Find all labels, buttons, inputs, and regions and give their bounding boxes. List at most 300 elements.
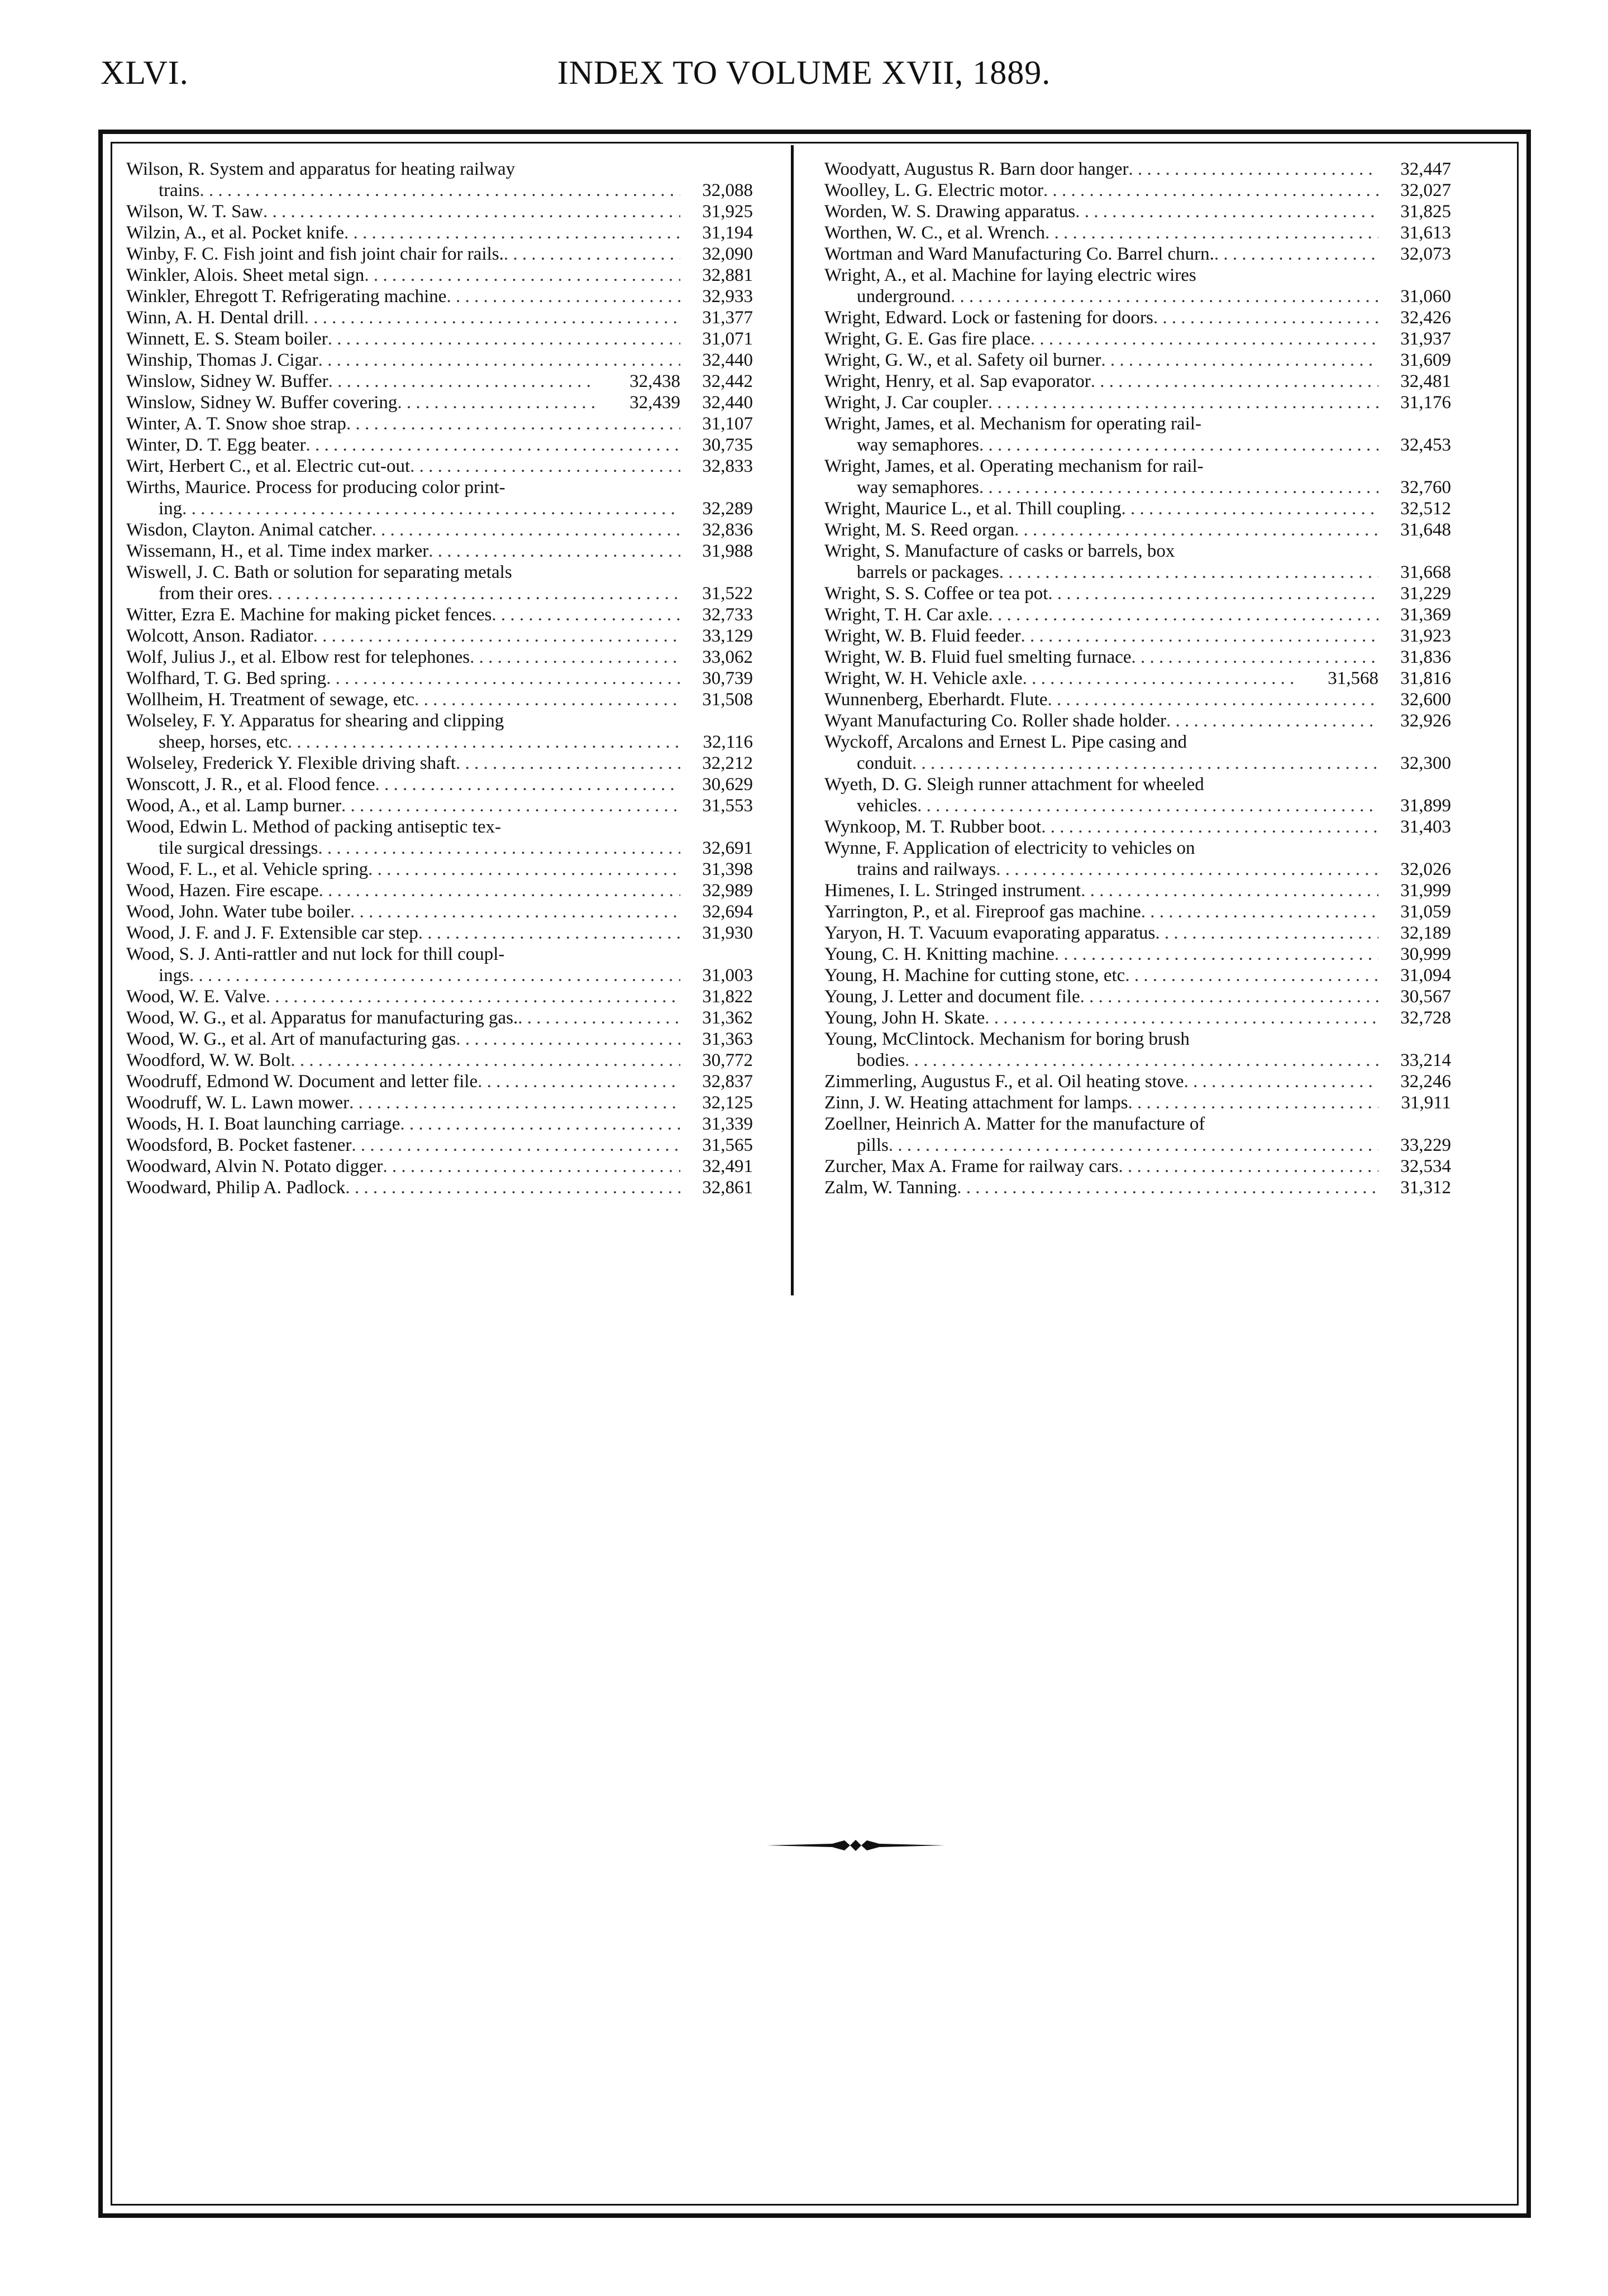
invention-title: Electric motor xyxy=(937,180,1044,200)
index-entry xyxy=(126,816,753,859)
patent-number: 31,194 xyxy=(702,223,753,243)
leader-dots xyxy=(1091,371,1378,392)
invention-title: Animal catcher xyxy=(259,520,372,540)
patentee-name: Woolley, L. G. xyxy=(824,180,933,200)
patent-number: 32,453 xyxy=(1400,435,1451,455)
index-entry-line xyxy=(126,392,753,413)
index-entry xyxy=(824,265,1451,307)
patent-number: 31,339 xyxy=(702,1114,753,1134)
index-entry xyxy=(824,540,1451,583)
leader-dots xyxy=(1080,986,1378,1007)
leader-dots xyxy=(979,434,1378,456)
index-entry-text xyxy=(126,562,512,583)
patentee-name: Wood, A., et al. xyxy=(126,796,241,816)
invention-title: Vehicle spring xyxy=(262,859,369,879)
patentee-name: Zalm, W. xyxy=(824,1178,893,1198)
patent-number: 32,933 xyxy=(702,286,753,307)
index-entry xyxy=(824,668,1451,689)
patentee-name: Wood, John. xyxy=(126,902,219,922)
index-entry xyxy=(126,413,753,434)
leader-dots xyxy=(1043,180,1378,201)
leader-dots xyxy=(912,753,1378,774)
invention-title: Safety oil burner xyxy=(977,350,1101,370)
invention-title-continued: trains xyxy=(159,180,200,200)
invention-title: Car coupler xyxy=(901,393,988,413)
index-entry-line xyxy=(126,1029,753,1050)
leader-dots xyxy=(957,1177,1378,1198)
patent-number: 31,312 xyxy=(1400,1178,1451,1198)
patentee-name: Wright, W. B. xyxy=(824,626,927,646)
index-entry xyxy=(824,498,1451,519)
patent-number: 31,107 xyxy=(702,414,753,434)
leader-dots xyxy=(1023,668,1295,689)
patentee-name: Worthen, W. C., et al. xyxy=(824,223,984,243)
index-entry xyxy=(824,625,1451,647)
index-entry-text xyxy=(824,371,1091,392)
leader-dots xyxy=(328,371,597,392)
invention-title: Valve xyxy=(223,987,266,1007)
leader-dots xyxy=(326,668,680,689)
index-entry xyxy=(126,201,753,222)
index-entry xyxy=(824,180,1451,201)
index-column-left xyxy=(126,159,753,1198)
patent-number: 31,988 xyxy=(702,541,753,561)
index-entry-text xyxy=(824,774,1204,795)
patentee-name: Wollheim, H. xyxy=(126,690,226,710)
index-entry-text xyxy=(824,350,1101,371)
index-entry-line xyxy=(126,286,753,307)
patent-number: 32,027 xyxy=(1400,180,1451,200)
patentee-name: Woodsford, B. xyxy=(126,1135,234,1155)
invention-title: Fluid feeder xyxy=(931,626,1021,646)
index-entry xyxy=(126,434,753,456)
index-entry-text xyxy=(824,1177,957,1198)
index-entry xyxy=(126,753,753,774)
patentee-name: Wright, Maurice L., et al. xyxy=(824,499,1012,519)
patentee-name: Zurcher, Max A. xyxy=(824,1156,947,1176)
patentee-name: Young, J. xyxy=(824,987,894,1007)
index-entry-line xyxy=(824,222,1451,243)
index-entry xyxy=(126,392,753,413)
index-entry xyxy=(126,944,753,986)
index-entry-text xyxy=(824,710,1166,731)
patent-number: 32,447 xyxy=(1400,159,1451,179)
leader-dots xyxy=(917,795,1378,816)
invention-title: Lock or fastening for doors xyxy=(951,308,1153,328)
index-entry-line xyxy=(824,498,1451,519)
index-entry-text xyxy=(824,901,1141,922)
patentee-name: Himenes, I. L. xyxy=(824,881,931,901)
index-entry xyxy=(824,774,1451,816)
index-entry-line xyxy=(126,647,753,668)
invention-title-continued: underground xyxy=(857,286,951,307)
invention-title: Method of packing antiseptic tex- xyxy=(252,817,501,837)
patent-number: 31,059 xyxy=(1400,902,1451,922)
index-entry-text xyxy=(126,350,318,371)
leader-dots xyxy=(346,413,680,434)
patentee-name: Winkler, Alois. xyxy=(126,265,238,285)
index-entry xyxy=(126,540,753,562)
leader-dots xyxy=(266,986,680,1007)
invention-title: Elbow rest for telephones xyxy=(280,647,470,667)
patentee-name: Wilzin, A., et al. xyxy=(126,223,247,243)
alternate-patent-number: 31,568 xyxy=(1328,668,1378,688)
index-entry-line xyxy=(824,774,1451,795)
index-entry xyxy=(824,944,1451,965)
leader-dots xyxy=(349,1092,680,1113)
patentee-name: Wood, Hazen. xyxy=(126,881,231,901)
patentee-name: Wolseley, F. Y. xyxy=(126,711,236,731)
index-entry-text xyxy=(126,774,375,795)
leader-dots xyxy=(418,922,680,944)
invention-title: Fire escape xyxy=(235,881,319,901)
index-entry-text xyxy=(126,944,504,965)
index-entry-line xyxy=(126,753,753,774)
index-entry-line xyxy=(126,625,753,647)
index-entry xyxy=(824,604,1451,625)
invention-title: Tanning xyxy=(896,1178,957,1198)
patentee-name: Wood, W. G., et al. xyxy=(126,1008,267,1028)
alternate-patent-number: 32,438 xyxy=(629,371,680,391)
leader-dots xyxy=(1101,350,1378,371)
index-entry xyxy=(126,1177,753,1198)
invention-title: Thill coupling xyxy=(1016,499,1122,519)
index-entry xyxy=(126,307,753,328)
index-entry-line xyxy=(126,795,753,816)
leader-dots xyxy=(999,562,1378,583)
index-entry-line xyxy=(126,307,753,328)
patentee-name: Wiswell, J. C. xyxy=(126,562,230,582)
invention-title-continued: sheep, horses, etc xyxy=(159,732,288,752)
index-entry-text xyxy=(824,1029,1190,1050)
invention-title: Water tube boiler xyxy=(222,902,351,922)
patent-number: 31,369 xyxy=(1400,605,1451,625)
index-entry-line xyxy=(824,838,1451,859)
leader-dots xyxy=(1132,647,1378,668)
index-entry-text xyxy=(126,307,304,328)
index-entry-continuation xyxy=(126,180,753,201)
index-entry-text xyxy=(824,222,1045,243)
leader-dots xyxy=(985,1007,1378,1029)
index-entry-line xyxy=(126,562,753,583)
leader-dots xyxy=(368,859,680,880)
index-entry-line xyxy=(126,540,753,562)
index-entry-text xyxy=(126,413,346,434)
patentee-name: Winslow, Sidney W. xyxy=(126,393,276,413)
index-entry-text xyxy=(126,243,504,265)
leader-dots xyxy=(1021,625,1378,647)
index-entry-line xyxy=(126,1007,753,1029)
leader-dots xyxy=(1054,944,1378,965)
index-entry-text xyxy=(126,222,344,243)
leader-dots xyxy=(372,519,680,540)
index-entry xyxy=(824,710,1451,731)
patent-number: 31,377 xyxy=(702,308,753,328)
index-entry xyxy=(824,731,1451,774)
index-entry xyxy=(126,986,753,1007)
leader-dots xyxy=(1153,307,1378,328)
index-entry-text xyxy=(824,986,1080,1007)
leader-dots xyxy=(400,1113,680,1135)
patentee-name: Winby, F. C. xyxy=(126,244,219,264)
invention-title: Buffer xyxy=(280,371,328,391)
leader-dots xyxy=(996,859,1378,880)
index-entry-text xyxy=(126,753,456,774)
leader-dots xyxy=(470,647,680,668)
index-entry-text xyxy=(126,540,428,562)
invention-title: Radiator xyxy=(250,626,313,646)
index-entry-text xyxy=(126,1007,518,1029)
index-entry-text xyxy=(126,625,313,647)
patentee-name: Wright, G. W., et al. xyxy=(824,350,973,370)
page-number: XLVI. xyxy=(101,54,189,91)
index-entry-line xyxy=(824,265,1451,286)
index-entry xyxy=(824,1113,1451,1156)
index-entry xyxy=(126,1050,753,1071)
index-entry-continuation xyxy=(824,477,1451,498)
index-entry xyxy=(126,901,753,922)
index-entry xyxy=(126,859,753,880)
leader-dots xyxy=(1184,1071,1378,1092)
invention-title-continued: from their ores xyxy=(159,583,269,604)
index-entry-continuation xyxy=(824,859,1451,880)
patentee-name: Wood, W. E. xyxy=(126,987,220,1007)
index-entry xyxy=(126,1029,753,1050)
index-entry-continuation xyxy=(824,753,1451,774)
index-entry xyxy=(824,880,1451,901)
patentee-name: Wright, James, et al. xyxy=(824,456,975,476)
index-entry-continuation xyxy=(824,286,1451,307)
index-entry-line xyxy=(824,159,1451,180)
index-entry-text xyxy=(824,498,1121,519)
invention-title: Vehicle axle xyxy=(932,668,1023,688)
patentee-name: Wright, James, et al. xyxy=(824,414,975,434)
index-entry-continuation xyxy=(126,838,753,859)
index-entry-line xyxy=(824,1113,1451,1135)
index-entry xyxy=(126,1135,753,1156)
index-entry xyxy=(824,243,1451,265)
invention-title: Pocket fastener xyxy=(238,1135,352,1155)
index-entry-continuation xyxy=(824,562,1451,583)
invention-title: Mechanism for operating rail- xyxy=(980,414,1201,434)
index-entry-line xyxy=(824,307,1451,328)
leader-dots xyxy=(1128,1092,1378,1113)
leader-dots xyxy=(189,965,680,986)
patent-number: 31,648 xyxy=(1400,520,1451,540)
patent-number: 30,629 xyxy=(702,774,753,795)
invention-title: Car axle xyxy=(926,605,989,625)
page-frame xyxy=(98,130,1531,2218)
index-entry-line xyxy=(126,519,753,540)
index-entry xyxy=(824,350,1451,371)
index-entry-line xyxy=(824,1071,1451,1092)
patent-number: 32,691 xyxy=(702,838,753,858)
index-entry-text xyxy=(126,265,364,286)
invention-title: Reed organ xyxy=(930,520,1014,540)
patent-number: 31,362 xyxy=(702,1008,753,1028)
invention-title: Matter for the manufacture of xyxy=(986,1114,1205,1134)
index-entry xyxy=(824,519,1451,540)
invention-title-continued: ings xyxy=(159,965,190,986)
leader-dots xyxy=(375,774,680,795)
invention-title: Saw xyxy=(231,202,263,222)
invention-title: Frame for railway cars xyxy=(951,1156,1119,1176)
index-entry xyxy=(126,604,753,625)
index-entry-text xyxy=(126,901,350,922)
index-entry-line xyxy=(824,625,1451,647)
index-entry-line xyxy=(126,159,753,180)
leader-dots xyxy=(410,456,680,477)
leader-dots xyxy=(1129,159,1378,180)
index-entry xyxy=(126,1156,753,1177)
patentee-name: Wright, G. E. xyxy=(824,329,924,349)
patent-number: 31,937 xyxy=(1400,329,1451,349)
patent-number: 32,026 xyxy=(1400,859,1451,879)
invention-title: Bolt xyxy=(259,1050,291,1070)
patentee-name: Woodruff, W. L. xyxy=(126,1093,247,1113)
index-entry-text xyxy=(824,1092,1128,1113)
index-entry-line xyxy=(824,944,1451,965)
index-entry xyxy=(126,243,753,265)
patent-number: 32,073 xyxy=(1400,244,1451,264)
index-entry-line xyxy=(824,986,1451,1007)
patentee-name: Wilson, W. T. xyxy=(126,202,227,222)
index-entry xyxy=(126,1007,753,1029)
index-entry-line xyxy=(126,774,753,795)
index-entry xyxy=(824,201,1451,222)
patent-number: 31,613 xyxy=(1400,223,1451,243)
index-entry-text xyxy=(126,710,504,731)
alternate-patent-number: 32,439 xyxy=(629,393,680,413)
index-entry-text xyxy=(824,922,1155,944)
invention-title: Skate xyxy=(943,1008,985,1028)
invention-title: Anti-rattler and nut lock for thill coupl- xyxy=(213,944,505,964)
index-entry xyxy=(824,371,1451,392)
patentee-name: Yaryon, H. T. xyxy=(824,923,924,943)
index-entry-line xyxy=(824,647,1451,668)
index-entry-text xyxy=(824,583,1048,604)
index-entry-line xyxy=(824,710,1451,731)
patentee-name: Wirths, Maurice. xyxy=(126,477,251,498)
index-entry-text xyxy=(126,880,319,901)
patentee-name: Wolcott, Anson. xyxy=(126,626,245,646)
leader-dots xyxy=(344,222,680,243)
leader-dots xyxy=(905,1050,1378,1071)
index-entry xyxy=(824,986,1451,1007)
patent-number: 32,600 xyxy=(1400,690,1451,710)
invention-title: Drawing apparatus xyxy=(936,202,1076,222)
patent-number: 32,926 xyxy=(1400,711,1451,731)
index-entry-line xyxy=(824,371,1451,392)
index-entry-text xyxy=(126,477,505,498)
index-entry-text xyxy=(824,519,1014,540)
patent-number: 31,229 xyxy=(1400,583,1451,604)
invention-title: Treatment of sewage, etc xyxy=(230,690,415,710)
patentee-name: Wynne, F. xyxy=(824,838,899,858)
index-entry-text xyxy=(126,986,266,1007)
invention-title: Extensible car step xyxy=(279,923,418,943)
invention-title: Knitting machine xyxy=(925,944,1054,964)
patent-number: 32,728 xyxy=(1400,1008,1451,1028)
patent-number: 31,060 xyxy=(1400,286,1451,307)
patentee-name: Wolfhard, T. G. xyxy=(126,668,241,688)
index-entry xyxy=(126,477,753,519)
leader-dots xyxy=(1121,498,1378,519)
patentee-name: Wortman and Ward Manufacturing Co. xyxy=(824,244,1113,264)
invention-title-continued: way semaphores xyxy=(857,477,980,498)
patent-number: 32,836 xyxy=(702,520,753,540)
invention-title: Barn door hanger xyxy=(999,159,1129,179)
index-entry xyxy=(126,795,753,816)
index-entry-line xyxy=(824,1156,1451,1177)
index-entry-line xyxy=(126,456,753,477)
index-entry-text xyxy=(126,604,492,625)
patentee-name: Wright, M. S. xyxy=(824,520,926,540)
index-entry-text xyxy=(824,180,1043,201)
invention-title: Time index marker xyxy=(288,541,429,561)
index-entry-text xyxy=(126,286,446,307)
patentee-name: Wonscott, J. R., et al. xyxy=(126,774,283,795)
index-entry-line xyxy=(126,477,753,498)
patentee-name: Winkler, Ehregott T. xyxy=(126,286,277,307)
patent-number: 33,229 xyxy=(1400,1135,1451,1155)
invention-title: Art of manufacturing gas xyxy=(270,1029,456,1049)
index-entry-line xyxy=(126,1113,753,1135)
index-entry xyxy=(824,392,1451,413)
patent-number: 31,609 xyxy=(1400,350,1451,370)
patentee-name: Woodyatt, Augustus R. xyxy=(824,159,995,179)
invention-title: Sleigh runner attachment for wheeled xyxy=(927,774,1204,795)
patentee-name: Wood, W. G., et al. xyxy=(126,1029,267,1049)
index-entry-line xyxy=(824,1092,1451,1113)
invention-title: Machine for laying electric wires xyxy=(951,265,1196,285)
invention-title-continued: vehicles xyxy=(857,796,918,816)
index-entry-line xyxy=(824,413,1451,434)
invention-title: Roller shade holder xyxy=(1022,711,1167,731)
invention-title: Fluid fuel smelting furnace xyxy=(931,647,1132,667)
invention-title: Bed spring xyxy=(246,668,327,688)
index-entry-text xyxy=(824,965,1125,986)
patent-number: 33,062 xyxy=(702,647,753,667)
invention-title: Potato digger xyxy=(284,1156,383,1176)
patent-number: 32,116 xyxy=(703,732,753,752)
index-entry-line xyxy=(126,222,753,243)
index-entry-text xyxy=(824,647,1132,668)
running-head xyxy=(101,54,1507,104)
patentee-name: Winter, D. T. xyxy=(126,435,222,455)
index-entry-text xyxy=(824,413,1201,434)
index-entry-line xyxy=(126,604,753,625)
patent-number: 32,512 xyxy=(1400,499,1451,519)
patentee-name: Winship, Thomas J. xyxy=(126,350,273,370)
index-entry-line xyxy=(126,265,753,286)
invention-title: Sheet metal sign xyxy=(242,265,365,285)
index-entry-text xyxy=(126,1029,456,1050)
patent-number: 31,508 xyxy=(702,690,753,710)
leader-dots xyxy=(1141,901,1378,922)
index-entry xyxy=(126,1092,753,1113)
leader-dots xyxy=(268,583,680,604)
patent-number: 32,442 xyxy=(702,371,753,391)
invention-title-continued: tile surgical dressings xyxy=(159,838,318,858)
patent-number: 30,739 xyxy=(702,668,753,688)
index-entry-text xyxy=(126,1113,400,1135)
invention-title: Manufacture of casks or barrels, box xyxy=(904,541,1175,561)
index-entry-text xyxy=(824,1071,1184,1092)
patent-number: 32,694 xyxy=(702,902,753,922)
invention-title: Wrench xyxy=(987,223,1045,243)
index-entry xyxy=(126,1071,753,1092)
